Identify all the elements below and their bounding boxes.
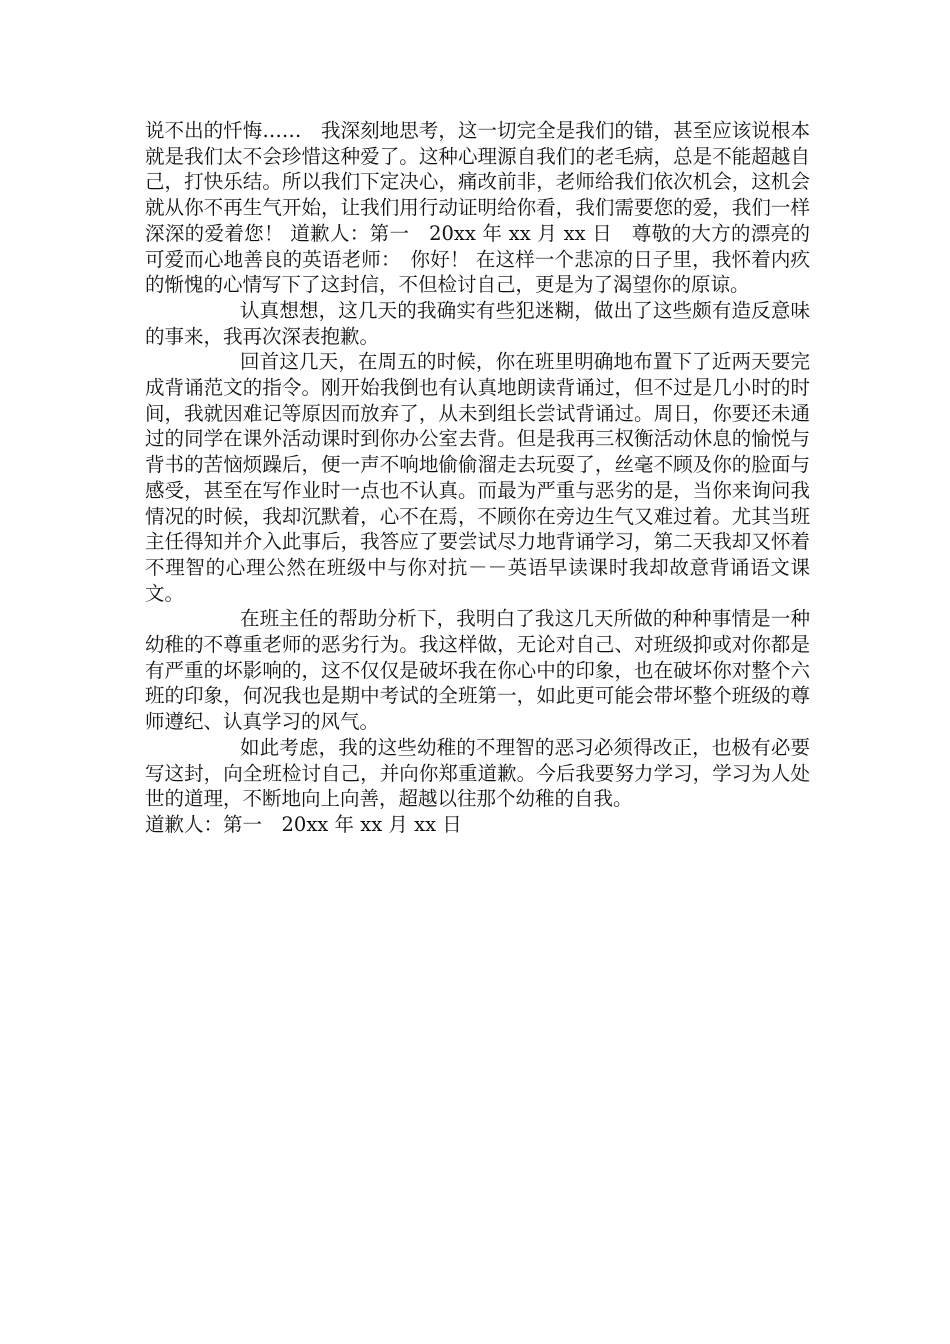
paragraph-resolution: 如此考虑，我的这些幼稚的不理智的恶习必须得改正，也极有必要写这封，向全班检讨自己，并向你郑重道歉。今后我要努力学习，学习为人处世的道理，不断地向上向善，超越以往那个幼稚的自我。 (145, 735, 810, 811)
paragraph-opening: 说不出的忏悔…… 我深刻地思考，这一切完全是我们的错，甚至应该说根本就是我们太不会珍惜这种爱了。这种心理源自我们的老毛病，总是不能超越自己，打快乐结。所以我们下定决心，痛改前非，老师给我们依次机会，这机会就从你不再生气开始，让我们用行动证明给你看，我们需要您的爱，我们一样深深的爱着您！ 道歉人：第一 20xx 年 xx 月 xx 日 尊敬的大方的漂亮的可爱而心地善良的英语老师： 你好！ 在这样一个悲凉的日子里，我怀着内疚的惭愧的心情写下了这封信，不但检讨自己，更是为了渴望你的原谅。 (145, 119, 810, 297)
paragraph-analysis: 在班主任的帮助分析下，我明白了我这几天所做的种种事情是一种幼稚的不尊重老师的恶劣行为。我这样做，无论对自己、对班级抑或对你都是有严重的坏影响的，这不仅仅是破坏我在你心中的印象，也在破坏你对整个六班的印象，何况我也是期中考试的全班第一，如此更可能会带坏整个班级的尊师遵纪、认真学习的风气。 (145, 607, 810, 734)
document-body (145, 118, 810, 838)
paragraph-recollection: 回首这几天，在周五的时候，你在班里明确地布置下了近两天要完成背诵范文的指令。刚开始我倒也有认真地朗读背诵过，但不过是几小时的时间，我就因难记等原因而放弃了，从未到组长尝试背诵过。周日，你要还未通过的同学在课外活动课时到你办公室去背。但是我再三权衡活动休息的愉悦与背书的苦恼烦躁后，便一声不响地偷偷溜走去玩耍了，丝毫不顾及你的脸面与感受，甚至在写作业时一点也不认真。而最为严重与恶劣的是，当你来询问我情况的时候，我却沉默着，心不在焉，不顾你在旁边生气又难过着。尤其当班主任得知并介入此事后，我答应了要尝试尽力地背诵学习，第二天我却又怀着不理智的心理公然在班级中与你对抗－－英语早读课时我却故意背诵语文课文。 (145, 350, 810, 605)
paragraph-reflection: 认真想想，这几天的我确实有些犯迷糊，做出了这些颇有造反意味的事来，我再次深表抱歉。 (145, 298, 810, 348)
signoff-line: 道歉人：第一 20xx 年 xx 月 xx 日 (145, 812, 462, 836)
